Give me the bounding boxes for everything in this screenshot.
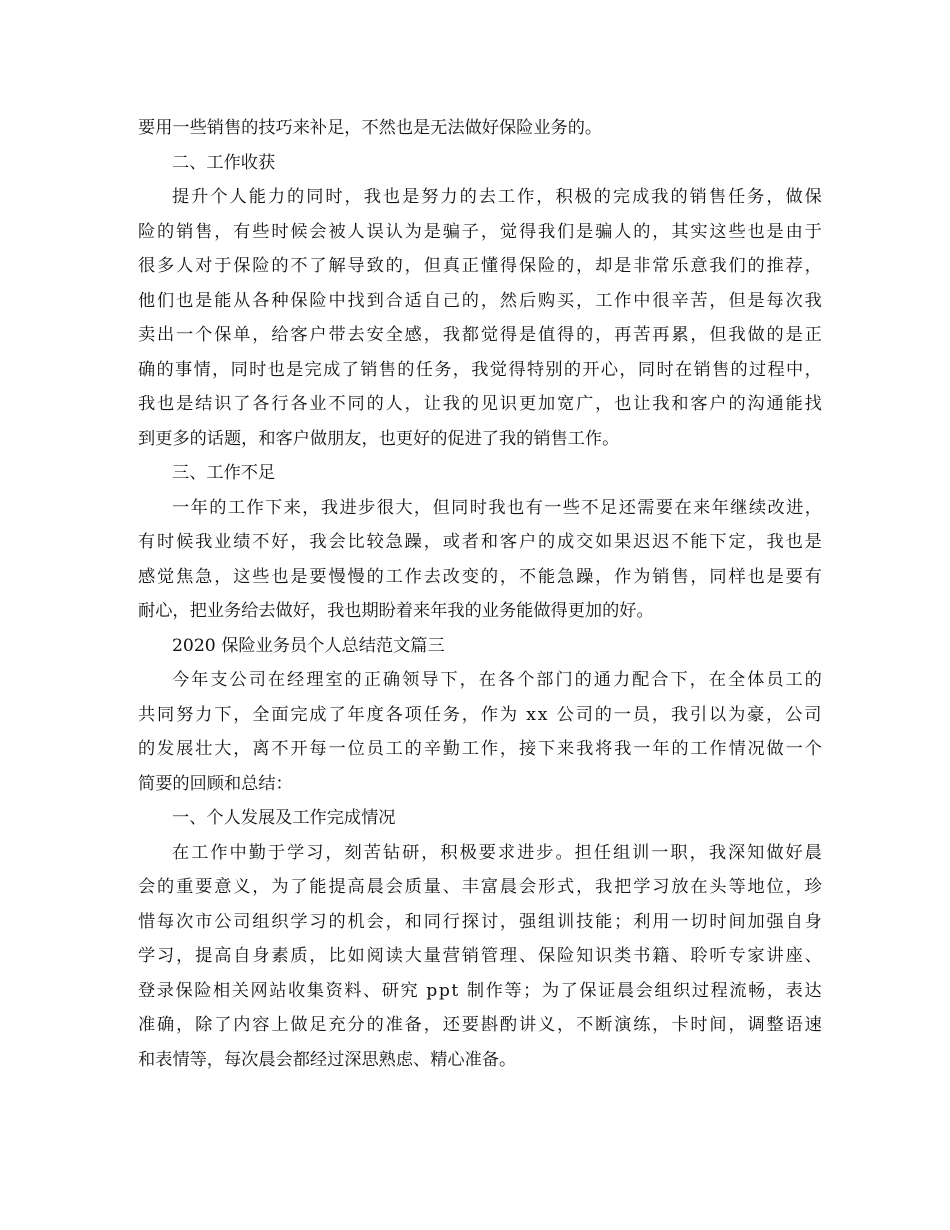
text-line: 登 录 保 险 相 关 网 站 收 集 资 料 、 研 究 p p t 制 作 等 ； 为 了 保 证 晨 会 组 织 过 程 流 畅 ， 表 达 — [138, 980, 822, 1001]
text-line: 一 年 的 工 作 下 来 ， 我 进 步 很 大 ， 但 同 时 我 也 有 一 些 不 足 还 需 要 在 来 年 继 续 改 进 ， — [172, 497, 822, 518]
text-line: 一、个人发展及工作完成情况 — [172, 808, 396, 828]
text-line: 提 升 个 人 能 力 的 同 时 ， 我 也 是 努 力 的 去 工 作 ， 积 极 的 完 成 我 的 销 售 任 务 ， 做 保 — [172, 187, 822, 207]
text-line: 确 的 事 情 ， 同 时 也 是 完 成 了 销 售 的 任 务 ， 我 觉 得 特 别 的 开 心 ， 同 时 在 销 售 的 过 程 中 ， — [138, 359, 822, 380]
text-line: 二、工作收获 — [172, 152, 276, 173]
text-line: 卖 出 一 个 保 单 ， 给 客 户 带 去 安 全 感 ， 我 都 觉 得 是 值 得 的 ， 再 苦 再 累 ， 但 我 做 的 是 正 — [138, 325, 822, 345]
text-line: 险 的 销 售 ， 有 些 时 候 会 被 人 误 认 为 是 骗 子 ， 觉 得 我 们 是 骗 人 的 ， 其 实 这 些 也 是 由 于 — [138, 221, 822, 242]
text-line: 我 也 是 结 识 了 各 行 各 业 不 同 的 人 ， 让 我 的 见 识 更 加 宽 广 ， 也 让 我 和 客 户 的 沟 通 能 找 — [138, 394, 822, 414]
text-line: 惜 每 次 市 公 司 组 织 学 习 的 机 会 ， 和 同 行 探 讨 ， 强 组 训 技 能 ； 利 用 一 切 时 间 加 强 自 身 — [138, 911, 822, 932]
text-line: 今 年 支 公 司 在 经 理 室 的 正 确 领 导 下 ， 在 各 个 部 门 的 通 力 配 合 下 ， 在 全 体 员 工 的 — [172, 670, 822, 690]
text-line: 到更多的话题，和客户做朋友，也更好的促进了我的销售工作。 — [138, 428, 620, 449]
text-line: 三、工作不足 — [172, 463, 276, 483]
text-line: 很 多 人 对 于 保 险 的 不 了 解 导 致 的 ， 但 真 正 懂 得 保 险 的 ， 却 是 非 常 乐 意 我 们 的 推 荐 ， — [138, 256, 822, 276]
text-line: 2020 保险业务员个人总结范文篇三 — [172, 635, 445, 656]
text-line: 要用一些销售的技巧来补足，不然也是无法做好保险业务的。 — [138, 118, 603, 138]
text-line: 简要的回顾和总结： — [138, 773, 293, 794]
text-line: 学 习 ， 提 高 自 身 素 质 ， 比 如 阅 读 大 量 营 销 管 理 、 保 险 知 识 类 书 籍 、 聆 听 专 家 讲 座 、 — [138, 946, 822, 966]
text-line: 会 的 重 要 意 义 ， 为 了 能 提 高 晨 会 质 量 、 丰 富 晨 会 形 式 ， 我 把 学 习 放 在 头 等 地 位 ， 珍 — [138, 877, 822, 897]
text-line: 准 确 ， 除 了 内 容 上 做 足 充 分 的 准 备 ， 还 要 斟 酌 讲 义 ， 不 断 演 练 ， 卡 时 间 ， 调 整 语 速 — [138, 1015, 822, 1035]
document-body — [138, 111, 822, 1077]
text-line: 和表情等，每次晨会都经过深思熟虑、精心准备。 — [138, 1049, 517, 1070]
text-line: 共 同 努 力 下 ， 全 面 完 成 了 年 度 各 项 任 务 ， 作 为 x x 公 司 的 一 员 ， 我 引 以 为 豪 ， 公 司 — [138, 704, 822, 725]
text-line: 感 觉 焦 急 ， 这 些 也 是 要 慢 慢 的 工 作 去 改 变 的 ， 不 能 急 躁 ， 作 为 销 售 ， 同 样 也 是 要 有 — [138, 566, 822, 587]
text-line: 在 工 作 中 勤 于 学 习 ， 刻 苦 钻 研 ， 积 极 要 求 进 步 。 担 任 组 训 一 职 ， 我 深 知 做 好 晨 — [172, 842, 822, 863]
text-line: 他 们 也 是 能 从 各 种 保 险 中 找 到 合 适 自 己 的 ， 然 后 购 买 ， 工 作 中 很 辛 苦 ， 但 是 每 次 我 — [138, 290, 822, 311]
text-line: 耐心，把业务给去做好，我也期盼着来年我的业务能做得更加的好。 — [138, 601, 654, 621]
text-line: 的 发 展 壮 大 ， 离 不 开 每 一 位 员 工 的 辛 勤 工 作 ， 接 下 来 我 将 我 一 年 的 工 作 情 况 做 一 个 — [138, 739, 822, 759]
text-line: 有 时 候 我 业 绩 不 好 ， 我 会 比 较 急 躁 ， 或 者 和 客 户 的 成 交 如 果 迟 迟 不 能 下 定 ， 我 也 是 — [138, 532, 822, 552]
